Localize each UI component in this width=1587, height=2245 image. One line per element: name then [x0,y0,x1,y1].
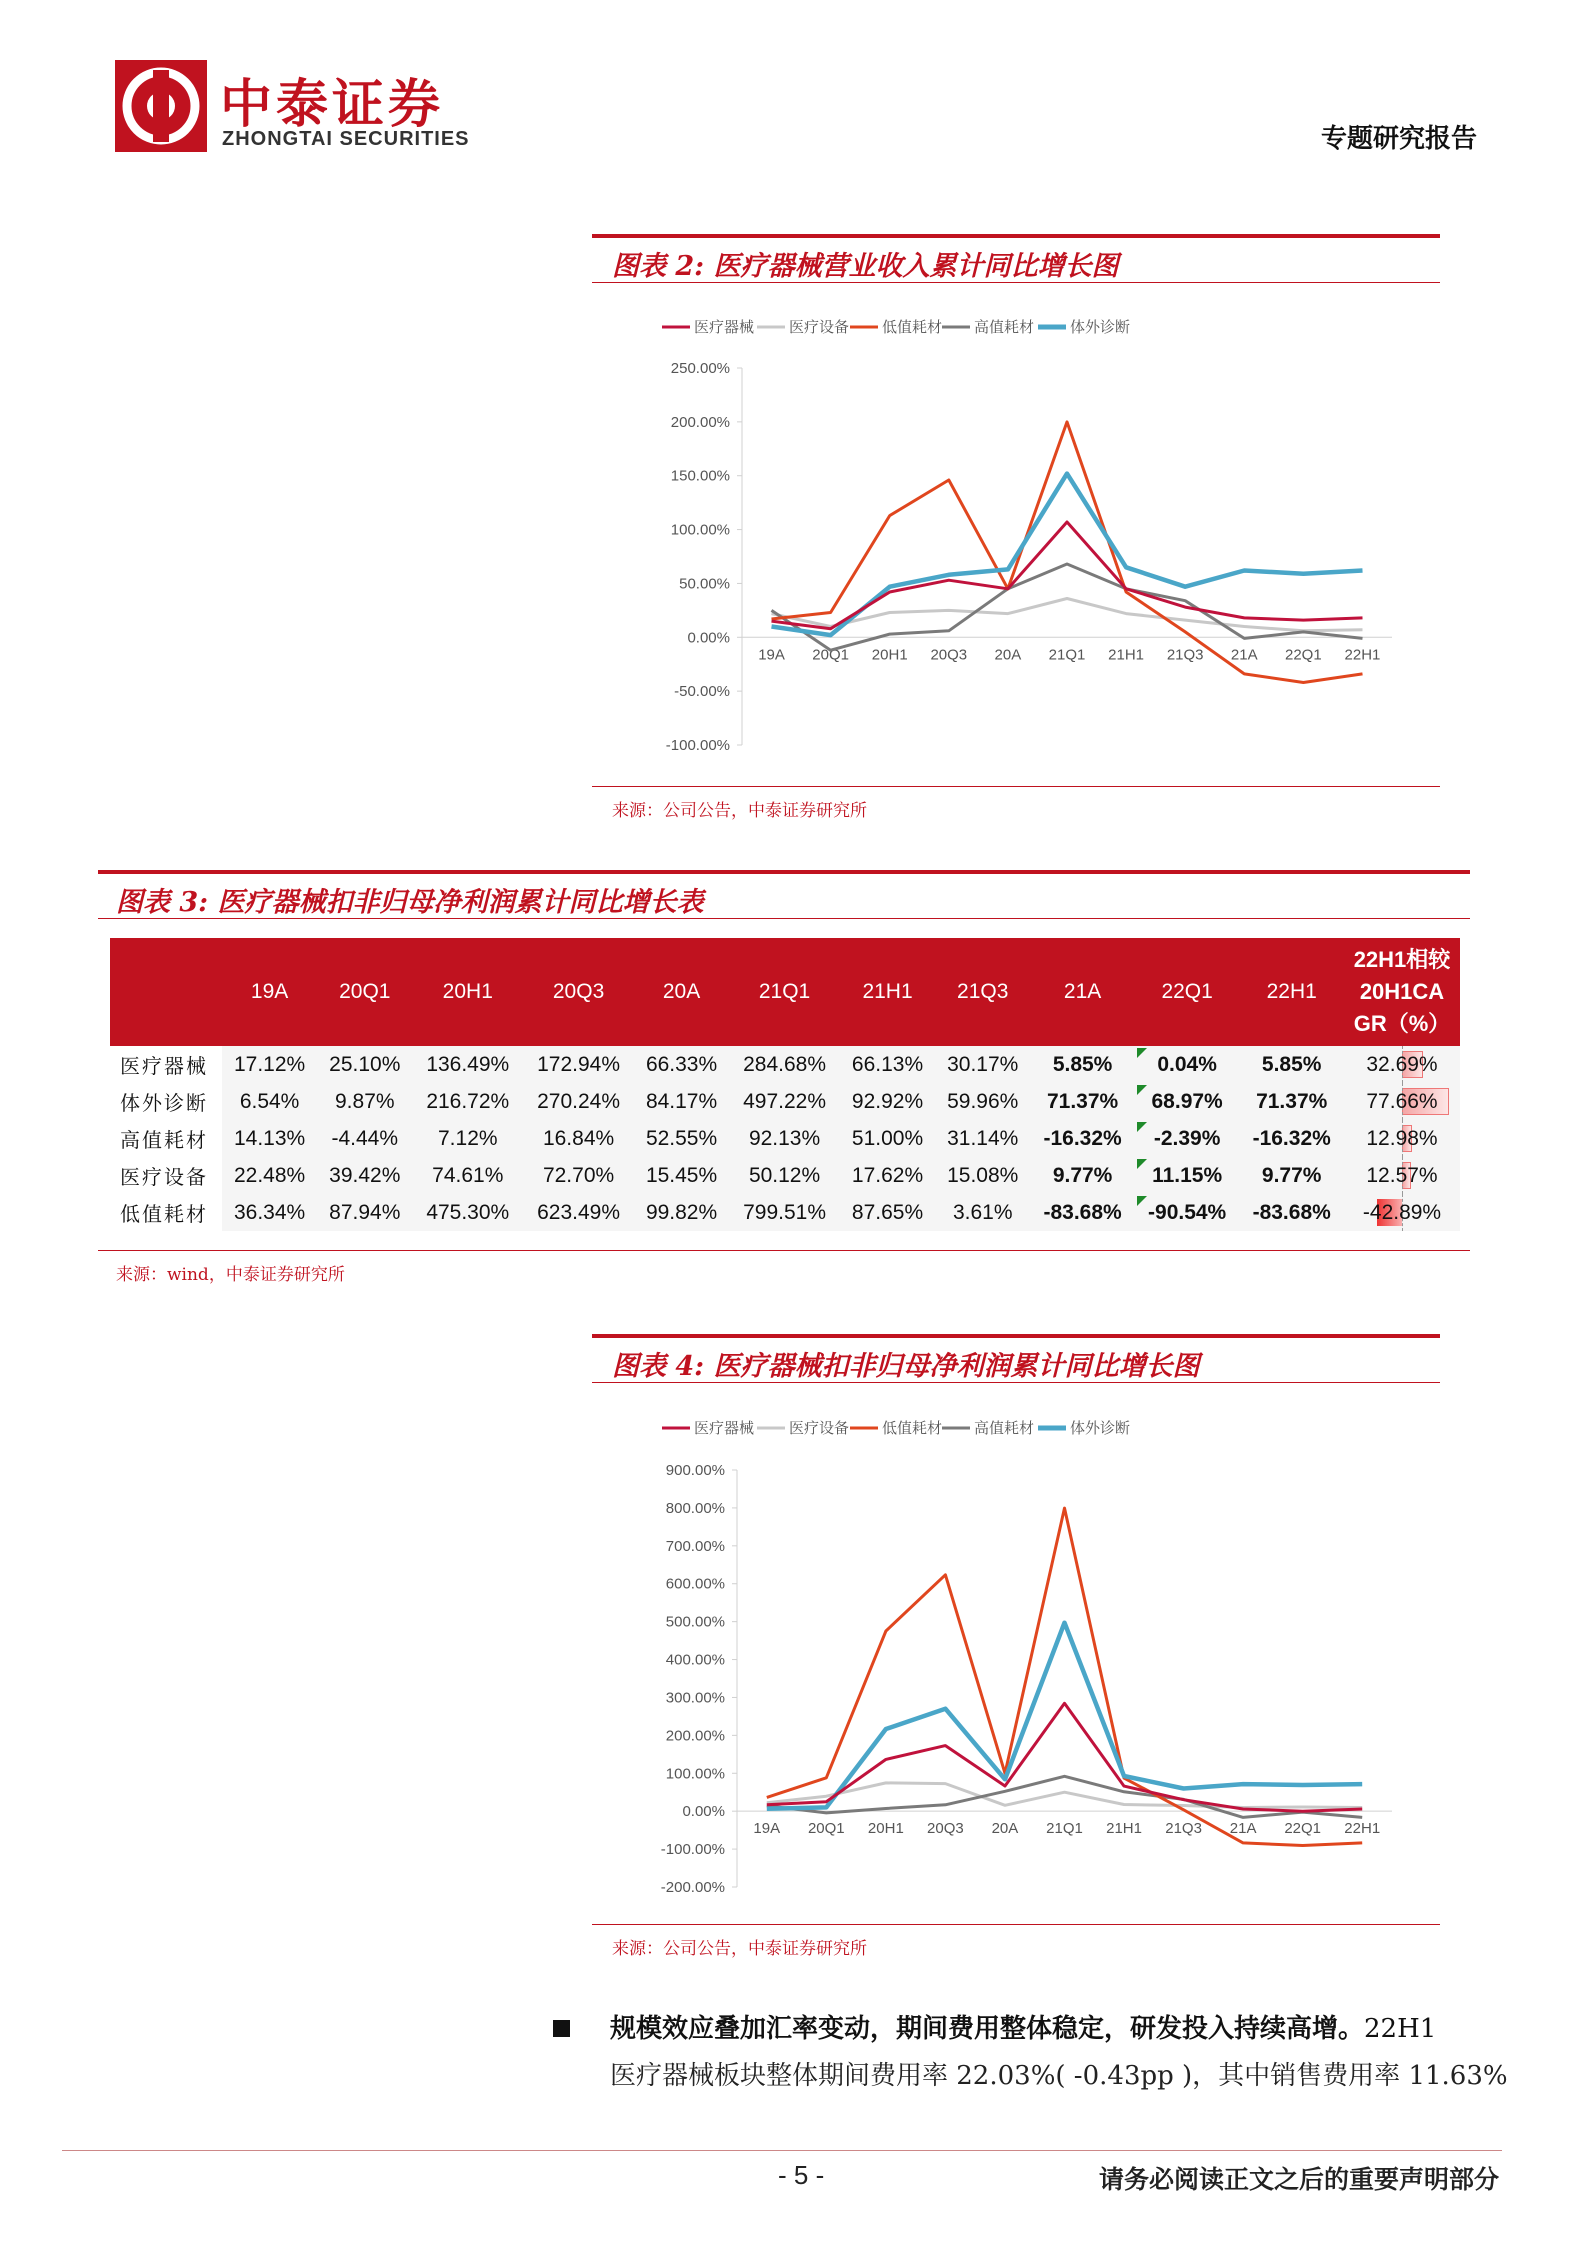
table-cell: 68.97% [1135,1083,1240,1120]
series-line-3 [767,1508,1362,1845]
table-cell: 17.62% [840,1157,935,1194]
figure2-title: 图表 2: 医疗器械营业收入累计同比增长图 [612,251,1119,282]
table-cell: 15.45% [634,1157,729,1194]
table-cell: -16.32% [1030,1120,1135,1157]
table-cell: 92.13% [729,1120,840,1157]
table-cell: 15.08% [935,1157,1030,1194]
cagr-value: 77.66% [1366,1089,1438,1113]
y-tick-label: 300.00% [665,1689,725,1707]
cagr-header-line: GR（%） [1353,1011,1451,1036]
table-cell: -16.32% [1239,1120,1344,1157]
figure3-source: 来源：wind，中泰证券研究所 [116,1265,345,1285]
table-header-cell: 21H1 [840,938,935,1046]
x-tick-label: 20Q3 [927,1820,964,1838]
table-cell: 92.92% [840,1083,935,1120]
table-cell: -83.68% [1030,1194,1135,1231]
table-cell: 22.48% [222,1157,317,1194]
table-cagr-cell [1344,1046,1460,1083]
x-tick-label: 20A [994,646,1022,664]
figure4-source: 来源：公司公告，中泰证券研究所 [612,1939,867,1959]
cagr-value: -42.89% [1362,1200,1442,1224]
y-tick-label: 200.00% [665,1727,725,1745]
paragraph-line-1 [610,2008,1436,2045]
figure2-top-rule [592,234,1440,238]
table-row [110,1046,1460,1083]
company-logo-icon [115,60,207,152]
brand-name-cn: 中泰证券 [220,75,445,135]
table-cell: -83.68% [1239,1194,1344,1231]
x-tick-label: 22H1 [1344,1820,1381,1838]
figure4-line-chart [592,1400,1440,1915]
table-cell: 84.17% [634,1083,729,1120]
table-cell: 87.94% [317,1194,412,1231]
table-header-cell: 20Q3 [523,938,634,1046]
table-cagr-cell [1344,1194,1460,1231]
table-cell: 623.49% [523,1194,634,1231]
cagr-value: 12.57% [1366,1163,1438,1187]
y-tick-label: 100.00% [670,521,730,539]
table-cell: 66.13% [840,1046,935,1083]
y-tick-label: 50.00% [679,575,730,593]
paragraph-bold-lead: 规模效应叠加汇率变动，期间费用整体稳定，研发投入持续高增。 [610,2014,1365,2044]
table-row-label: 体外诊断 [110,1083,222,1120]
table-cell: 475.30% [412,1194,523,1231]
table-cell: -2.39% [1135,1120,1240,1157]
table-cell: 16.84% [523,1120,634,1157]
x-tick-label: 21Q3 [1165,1820,1202,1838]
x-tick-label: 19A [753,1820,781,1838]
legend-label: 体外诊断 [1070,318,1131,336]
x-tick-label: 21H1 [1106,1820,1142,1838]
footer-disclaimer: 请务必阅读正文之后的重要声明部分 [1098,2165,1499,2194]
y-tick-label: 100.00% [665,1765,725,1783]
y-tick-label: 700.00% [665,1537,725,1555]
legend-label: 低值耗材 [882,318,943,336]
y-tick-label: 0.00% [682,1803,725,1821]
table-cell: 66.33% [634,1046,729,1083]
x-tick-label: 21Q1 [1046,1820,1083,1838]
y-tick-label: 250.00% [670,360,730,377]
legend-label: 体外诊断 [1070,1419,1131,1437]
table-cell: 25.10% [317,1046,412,1083]
cagr-value: 12.98% [1366,1126,1438,1150]
table-cell: -4.44% [317,1120,412,1157]
table-cell: 74.61% [412,1157,523,1194]
table-cell: 59.96% [935,1083,1030,1120]
cagr-header-line: 20H1CA [1359,979,1445,1004]
table-header-cell: 21A [1030,938,1135,1046]
table-cell: 216.72% [412,1083,523,1120]
series-line-2 [772,599,1363,631]
figure2-line-chart [592,300,1440,770]
y-tick-label: 200.00% [670,413,730,431]
table-header-cagr [1344,938,1460,1046]
table-cagr-cell [1344,1083,1460,1120]
y-tick-label: -50.00% [674,683,730,701]
table-cell: 99.82% [634,1194,729,1231]
figure3-title-rule [98,918,1470,919]
table-cell: 497.22% [729,1083,840,1120]
x-tick-label: 21Q1 [1048,646,1086,664]
x-tick-label: 21A [1229,1820,1257,1838]
table-cell: 36.34% [222,1194,317,1231]
bullet-square-icon [553,2020,570,2037]
table-row-label: 高值耗材 [110,1120,222,1157]
x-tick-label: 19A [758,646,785,664]
table-header-cell: 19A [222,938,317,1046]
figure4-bottom-rule [592,1924,1440,1925]
legend-label: 医疗器械 [694,318,755,336]
table-cell: 5.85% [1239,1046,1344,1083]
y-tick-label: -100.00% [660,1841,725,1859]
table-row [110,1083,1460,1120]
table-cell: 9.77% [1239,1157,1344,1194]
series-line-1 [767,1703,1362,1811]
table-cell: 14.13% [222,1120,317,1157]
x-tick-label: 21H1 [1108,646,1145,664]
y-tick-label: 800.00% [665,1499,725,1517]
table-cell: 31.14% [935,1120,1030,1157]
growth-table [110,938,1460,1231]
table-cell: 5.85% [1030,1046,1135,1083]
y-tick-label: 0.00% [687,629,730,647]
y-tick-label: -200.00% [660,1879,725,1896]
figure2-title-rule [592,282,1440,283]
table-cell: 172.94% [523,1046,634,1083]
table-cell: 71.37% [1030,1083,1135,1120]
table-cell: 39.42% [317,1157,412,1194]
table-row-label: 医疗设备 [110,1157,222,1194]
table-cell: 136.49% [412,1046,523,1083]
table-cell: 9.77% [1030,1157,1135,1194]
table-cell: 270.24% [523,1083,634,1120]
table-cell: 6.54% [222,1083,317,1120]
table-cell: 87.65% [840,1194,935,1231]
table-cell: 71.37% [1239,1083,1344,1120]
table-row [110,1120,1460,1157]
x-tick-label: 22Q1 [1284,1820,1322,1838]
cagr-value: 32.69% [1366,1052,1438,1076]
y-tick-label: 500.00% [665,1613,725,1631]
paragraph-line-2: 医疗器械板块整体期间费用率 22.03%( -0.43pp )，其中销售费用率 11.63% [610,2061,1508,2091]
y-tick-label: -100.00% [665,737,730,754]
figure3-title: 图表 3: 医疗器械扣非归母净利润累计同比增长表 [116,887,704,918]
report-type-label: 专题研究报告 [1320,124,1477,154]
table-row-label: 低值耗材 [110,1194,222,1231]
table-header-cell: 21Q1 [729,938,840,1046]
footer-rule [62,2150,1502,2151]
table-header-cell: 22H1 [1239,938,1344,1046]
legend-label: 低值耗材 [882,1419,943,1437]
x-tick-label: 20H1 [871,646,908,664]
brand-name-en: ZHONGTAI SECURITIES [222,128,470,150]
x-tick-label: 20Q1 [807,1820,845,1838]
x-tick-label: 22H1 [1344,646,1381,664]
figure3-top-rule [98,870,1470,874]
figure4-title: 图表 4: 医疗器械扣非归母净利润累计同比增长图 [612,1351,1200,1382]
legend-label: 医疗器械 [694,1419,755,1437]
figure2-source: 来源：公司公告，中泰证券研究所 [612,801,867,821]
x-tick-label: 22Q1 [1285,646,1322,664]
table-cell: 72.70% [523,1157,634,1194]
x-tick-label: 20A [991,1820,1019,1838]
y-tick-label: 900.00% [665,1462,725,1479]
table-header-blank [110,938,222,1046]
table-cell: 17.12% [222,1046,317,1083]
legend-label: 高值耗材 [974,318,1035,336]
table-cell: 51.00% [840,1120,935,1157]
table-cell: 11.15% [1135,1157,1240,1194]
table-header-cell: 22Q1 [1135,938,1240,1046]
paragraph-lead-tail: 22H1 [1364,2014,1437,2044]
table-row [110,1157,1460,1194]
table-cell: 799.51% [729,1194,840,1231]
table-cell: 284.68% [729,1046,840,1083]
cagr-header-line: 22H1相较 [1353,947,1451,972]
table-cell: 3.61% [935,1194,1030,1231]
table-cagr-cell [1344,1120,1460,1157]
table-cell: 7.12% [412,1120,523,1157]
legend-label: 高值耗材 [974,1419,1035,1437]
x-tick-label: 20Q1 [812,646,849,664]
table-header-cell: 20Q1 [317,938,412,1046]
x-tick-label: 20H1 [867,1820,904,1838]
y-tick-label: 400.00% [665,1651,725,1669]
table-cell: 30.17% [935,1046,1030,1083]
table-row-label: 医疗器械 [110,1046,222,1083]
x-tick-label: 21A [1230,646,1258,664]
figure2-bottom-rule [592,786,1440,787]
table-header-cell: 20H1 [412,938,523,1046]
legend-label: 医疗设备 [789,318,850,336]
y-tick-label: 150.00% [670,467,730,485]
table-row [110,1194,1460,1231]
y-tick-label: 600.00% [665,1575,725,1593]
page-number: - 5 - [778,2160,825,2190]
table-cell: -90.54% [1135,1194,1240,1231]
table-header-cell: 20A [634,938,729,1046]
figure3-bottom-rule [98,1250,1470,1251]
x-tick-label: 21Q3 [1166,646,1204,664]
legend-label: 医疗设备 [789,1419,850,1437]
table-header-cell: 21Q3 [935,938,1030,1046]
figure4-top-rule [592,1334,1440,1338]
table-cell: 9.87% [317,1083,412,1120]
figure4-title-rule [592,1382,1440,1383]
table-cell: 50.12% [729,1157,840,1194]
table-cell: 52.55% [634,1120,729,1157]
table-header-row [110,938,1460,1046]
x-tick-label: 20Q3 [930,646,968,664]
table-cagr-cell [1344,1157,1460,1194]
table-cell: 0.04% [1135,1046,1240,1083]
